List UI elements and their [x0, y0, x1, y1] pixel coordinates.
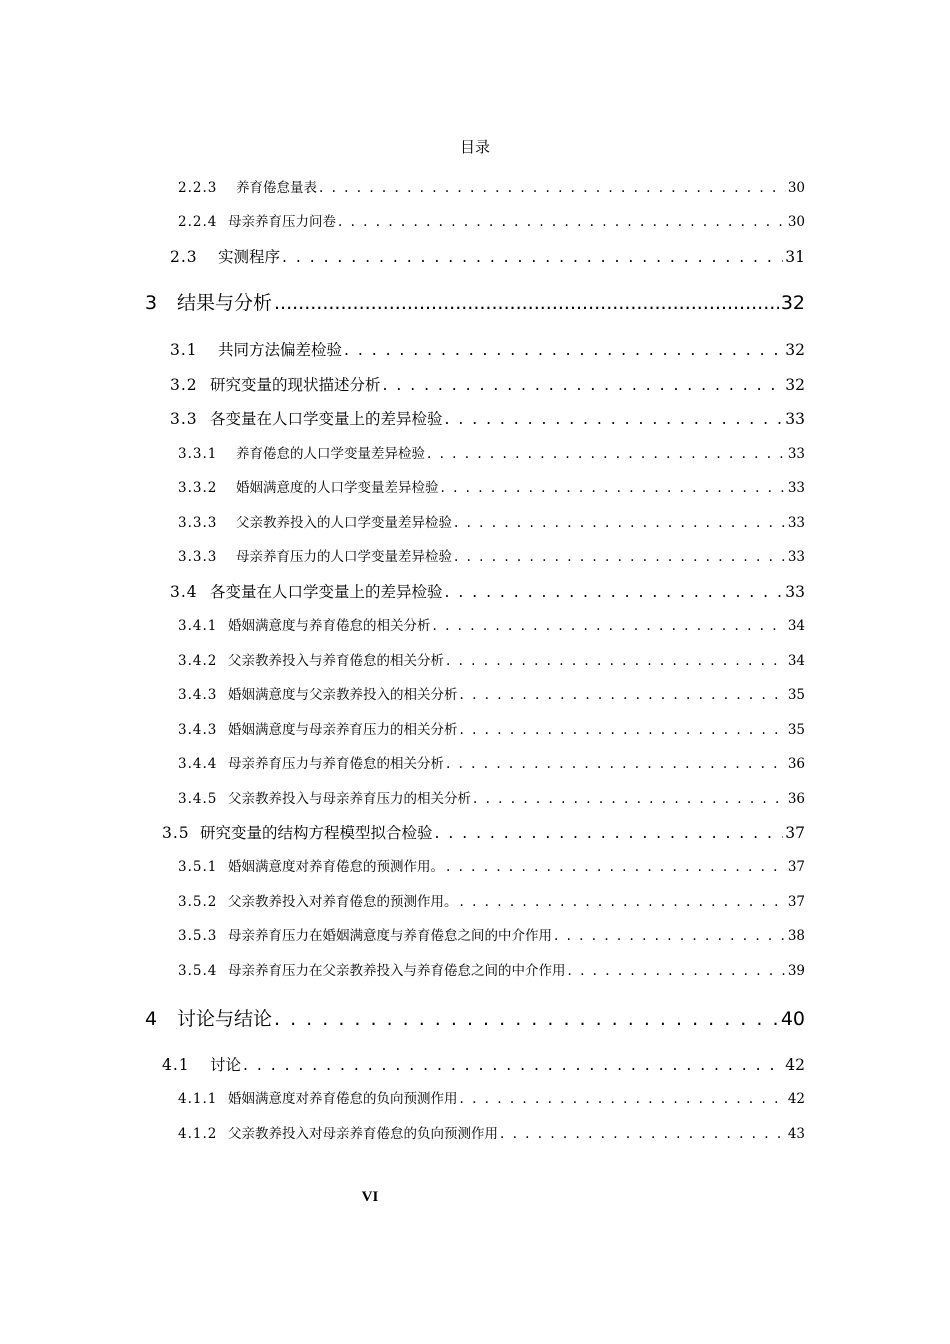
toc-entry-number: 4.1	[162, 1056, 190, 1074]
toc-entry-number: 3.5	[162, 824, 190, 842]
toc-entry-title: 婚姻满意度对养育倦怠的预测作用。	[228, 859, 444, 875]
dot-leader	[274, 292, 779, 314]
toc-chapter-number: 3	[145, 292, 158, 314]
toc-entry-page: 36	[787, 791, 805, 807]
toc-chapter-page: 32	[780, 292, 805, 314]
toc-entry-number: 3.3.2	[178, 480, 218, 496]
toc-entry-2-2-3[interactable]	[178, 176, 805, 196]
toc-chapter-page: 40	[780, 1008, 805, 1030]
dot-leader	[500, 1126, 786, 1142]
toc-entry-3-4-1[interactable]	[178, 614, 805, 634]
toc-entry-page: 42	[787, 1091, 805, 1107]
toc-entry-page: 32	[785, 376, 805, 394]
toc-entry-page: 33	[785, 410, 805, 428]
toc-entry-3-4-5[interactable]	[178, 787, 805, 807]
toc-entry-title: 研究变量的现状描述分析	[210, 376, 381, 394]
toc-entry-title: 母亲养育压力与养育倦怠的相关分析	[228, 756, 444, 772]
toc-entry-title: 婚姻满意度与养育倦怠的相关分析	[228, 618, 431, 634]
toc-entry-number: 3.5.1	[178, 859, 218, 875]
dot-leader	[441, 480, 786, 496]
toc-entry-title: 研究变量的结构方程模型拟合检验	[200, 824, 433, 842]
toc-entry-title: 母亲养育压力的人口学变量差异检验	[236, 549, 452, 565]
toc-entry-title: 婚姻满意度的人口学变量差异检验	[236, 480, 439, 496]
toc-entry-page: 31	[785, 248, 805, 266]
toc-entry-number: 2.3	[170, 248, 198, 266]
dot-leader	[460, 1091, 786, 1107]
toc-entry-number: 3.4.3	[178, 722, 218, 738]
toc-chapter-title: 讨论与结论	[177, 1008, 273, 1030]
toc-entry-4-1-1[interactable]	[178, 1087, 805, 1107]
toc-entry-3-5-3[interactable]	[178, 924, 805, 944]
toc-entry-3-5-4[interactable]	[178, 959, 805, 979]
toc-entry-number: 4.1.1	[178, 1091, 218, 1107]
toc-entry-page: 34	[787, 653, 805, 669]
dot-leader	[319, 180, 786, 196]
toc-entry-number: 3.4	[170, 583, 198, 601]
toc-entry-3-5-2[interactable]	[178, 890, 805, 910]
dot-leader	[460, 687, 786, 703]
toc-entry-3-4-4[interactable]	[178, 752, 805, 772]
toc-entry-number: 4.1.2	[178, 1126, 218, 1142]
dot-leader	[427, 446, 786, 462]
toc-entry-4-1[interactable]	[162, 1053, 805, 1075]
toc-entry-number: 3.4.2	[178, 653, 218, 669]
toc-entry-page: 37	[787, 859, 805, 875]
dot-leader	[454, 515, 786, 531]
toc-entry-page: 33	[787, 480, 805, 496]
toc-entry-3-3-2[interactable]	[178, 476, 805, 496]
toc-entry-3-2[interactable]	[170, 373, 805, 395]
toc-entry-title: 各变量在人口学变量上的差异检验	[210, 583, 443, 601]
toc-heading: 目录	[459, 138, 490, 156]
dot-leader	[433, 618, 786, 634]
toc-chapter-title: 结果与分析	[177, 292, 273, 314]
toc-entry-page: 34	[787, 618, 805, 634]
dot-leader	[568, 963, 786, 979]
toc-entry-number: 3.4.1	[178, 618, 218, 634]
toc-entry-3-3[interactable]	[170, 407, 805, 429]
toc-entry-3-3-1[interactable]	[178, 442, 805, 462]
toc-entry-title: 父亲教养投入的人口学变量差异检验	[236, 515, 452, 531]
toc-entry-page: 33	[787, 446, 805, 462]
toc-entry-number: 3.3.3	[178, 549, 218, 565]
toc-entry-number: 3.1	[170, 341, 198, 359]
dot-leader	[473, 791, 786, 807]
toc-entry-number: 3.5.2	[178, 894, 218, 910]
page-number: VI	[361, 1189, 379, 1205]
toc-entry-title: 母亲养育压力在父亲教养投入与养育倦怠之间的中介作用	[228, 963, 566, 979]
dot-leader	[460, 894, 786, 910]
toc-entry-page: 39	[787, 963, 805, 979]
toc-entry-page: 33	[787, 515, 805, 531]
dot-leader	[435, 824, 784, 842]
toc-entry-page: 33	[787, 549, 805, 565]
toc-entry-title: 父亲教养投入对养育倦怠的预测作用。	[228, 894, 458, 910]
toc-entry-page: 37	[785, 824, 805, 842]
toc-entry-number: 3.3	[170, 410, 198, 428]
dot-leader	[243, 1056, 783, 1074]
dot-leader	[446, 756, 786, 772]
toc-entry-3-4-2[interactable]	[178, 649, 805, 669]
toc-entry-number: 2.2.4	[178, 214, 218, 230]
dot-leader	[282, 248, 783, 266]
toc-entry-title: 婚姻满意度与母亲养育压力的相关分析	[228, 722, 458, 738]
toc-chapter-3[interactable]	[145, 288, 805, 314]
toc-entry-title: 共同方法偏差检验	[218, 341, 343, 359]
toc-entry-title: 实测程序	[218, 248, 281, 266]
toc-entry-3-4-3-b[interactable]	[178, 718, 805, 738]
toc-entry-number: 3.2	[170, 376, 198, 394]
toc-entry-page: 30	[787, 214, 805, 230]
toc-entry-page: 35	[787, 722, 805, 738]
toc-entry-title: 父亲教养投入对母亲养育倦怠的负向预测作用	[228, 1126, 498, 1142]
toc-entry-page: 33	[785, 583, 805, 601]
toc-entry-title: 婚姻满意度对养育倦怠的负向预测作用	[228, 1091, 458, 1107]
toc-entry-number: 3.5.4	[178, 963, 218, 979]
toc-entry-title: 母亲养育压力在婚姻满意度与养育倦怠之间的中介作用	[228, 928, 552, 944]
toc-entry-title: 父亲教养投入与养育倦怠的相关分析	[228, 653, 444, 669]
toc-entry-number: 3.4.3	[178, 687, 218, 703]
toc-entry-3-3-3-b[interactable]	[178, 545, 805, 565]
toc-entry-title: 父亲教养投入与母亲养育压力的相关分析	[228, 791, 471, 807]
toc-chapter-number: 4	[145, 1008, 158, 1030]
toc-entry-3-5[interactable]	[162, 821, 805, 843]
dot-leader	[460, 722, 786, 738]
toc-entry-page: 38	[787, 928, 805, 944]
toc-entry-3-4[interactable]	[170, 580, 805, 602]
dot-leader	[338, 214, 786, 230]
toc-entry-number: 3.3.3	[178, 515, 218, 531]
toc-entry-page: 36	[787, 756, 805, 772]
toc-entry-page: 32	[785, 341, 805, 359]
toc-entry-number: 2.2.3	[178, 180, 218, 196]
toc-entry-title: 讨论	[210, 1056, 242, 1074]
toc-entry-title: 母亲养育压力问卷	[228, 214, 336, 230]
toc-entry-2-2-4[interactable]	[178, 210, 805, 230]
toc-entry-title: 养育倦怠量表	[236, 180, 317, 196]
dot-leader	[446, 653, 786, 669]
dot-leader	[554, 928, 786, 944]
toc-chapter-4[interactable]	[145, 1004, 805, 1030]
toc-entry-3-4-3-a[interactable]	[178, 683, 805, 703]
toc-entry-page: 43	[787, 1126, 805, 1142]
dot-leader	[446, 859, 786, 875]
toc-entry-title: 婚姻满意度与父亲教养投入的相关分析	[228, 687, 458, 703]
toc-entry-3-1[interactable]	[170, 338, 805, 360]
dot-leader	[454, 549, 786, 565]
toc-entry-number: 3.5.3	[178, 928, 218, 944]
toc-entry-page: 30	[787, 180, 805, 196]
toc-entry-3-3-3-a[interactable]	[178, 511, 805, 531]
dot-leader	[344, 341, 783, 359]
dot-leader	[383, 376, 784, 394]
toc-entry-number: 3.3.1	[178, 446, 218, 462]
toc-entry-title: 养育倦怠的人口学变量差异检验	[236, 446, 425, 462]
toc-entry-title: 各变量在人口学变量上的差异检验	[210, 410, 443, 428]
toc-entry-page: 42	[785, 1056, 805, 1074]
toc-entry-page: 35	[787, 687, 805, 703]
dot-leader	[274, 1008, 779, 1030]
dot-leader	[445, 410, 784, 428]
toc-entry-number: 3.4.5	[178, 791, 218, 807]
toc-entry-3-5-1[interactable]	[178, 855, 805, 875]
toc-entry-page: 37	[787, 894, 805, 910]
dot-leader	[445, 583, 784, 601]
toc-entry-number: 3.4.4	[178, 756, 218, 772]
toc-entry-4-1-2[interactable]	[178, 1122, 805, 1142]
toc-entry-2-3[interactable]	[170, 245, 805, 267]
